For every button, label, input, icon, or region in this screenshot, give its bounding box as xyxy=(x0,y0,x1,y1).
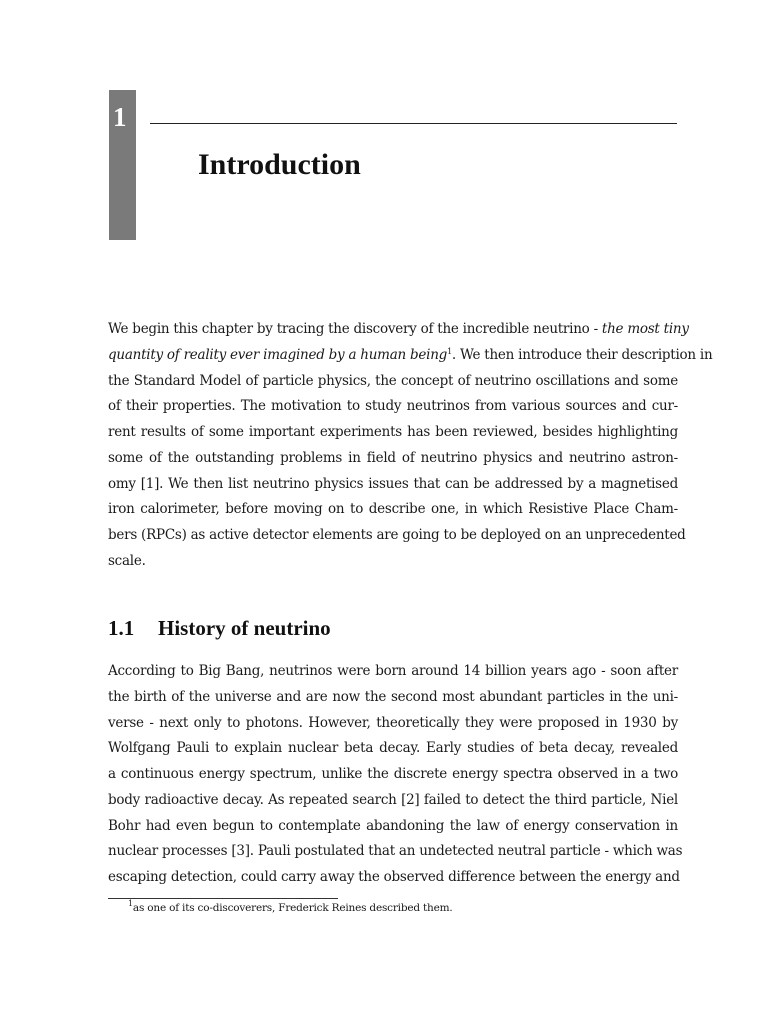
chapter-rule xyxy=(150,123,677,124)
line-text: According to Big Bang, neutrinos were born around 14 billion years ago - soon after xyxy=(108,663,678,679)
chapter-title: Introduction xyxy=(198,148,361,181)
text-line xyxy=(108,685,678,711)
text-line xyxy=(108,659,678,685)
text-line xyxy=(108,446,678,472)
line-text: the Standard Model of particle physics, the concept of neutrino oscillations and some xyxy=(108,372,678,389)
history-paragraph xyxy=(108,659,683,891)
text-line xyxy=(108,711,678,737)
text-line xyxy=(108,814,678,840)
footnote-mark: 1 xyxy=(128,899,133,908)
text-line xyxy=(108,317,689,343)
line-text: Wolfgang Pauli to explain nuclear beta decay. Early studies of beta decay, revealed xyxy=(108,740,678,757)
text-line xyxy=(108,420,678,446)
line-text: nuclear processes [3]. Pauli postulated that an undetected neutral particle - which was xyxy=(108,843,683,860)
line-text: We begin this chapter by tracing the discovery of the incredible neutrino - xyxy=(108,321,602,337)
text-line xyxy=(108,762,678,788)
line-text: the birth of the universe and are now the second most abundant particles in the uni- xyxy=(108,688,678,705)
text-line xyxy=(108,523,686,549)
section-title: History of neutrino xyxy=(158,616,331,640)
line-text: body radioactive decay. As repeated search [2] failed to detect the third particle, Niel xyxy=(108,791,678,808)
line-text: some of the outstanding problems in field of neutrino physics and neutrino astron- xyxy=(108,449,678,466)
text-line xyxy=(108,497,678,523)
text-line xyxy=(108,736,678,762)
quote-text: quantity of reality ever imagined by a human being xyxy=(108,346,448,363)
footnote-text: as one of its co-discoverers, Frederick Reines described them. xyxy=(132,902,453,914)
text-line xyxy=(108,472,678,498)
text-line xyxy=(108,788,678,814)
line-text: escaping detection, could carry away the observed difference between the energy and xyxy=(108,869,680,885)
line-text: a continuous energy spectrum, unlike the discrete energy spectra observed in a two xyxy=(108,766,678,782)
line-text: bers (RPCs) as active detector elements are going to be deployed on an unprecedented xyxy=(108,527,686,543)
line-text: omy [1]. We then list neutrino physics issues that can be addressed by a magnetised xyxy=(108,475,678,492)
intro-paragraph xyxy=(108,317,713,575)
footnote xyxy=(128,900,453,916)
line-text: of their properties. The motivation to study neutrinos from various sources and cur- xyxy=(108,398,678,415)
line-text: verse - next only to photons. However, theoretically they were proposed in 1930 by xyxy=(108,714,678,731)
chapter-number: 1 xyxy=(113,102,127,132)
text-line xyxy=(108,865,678,891)
line-text: scale. xyxy=(108,552,146,569)
text-line xyxy=(108,549,678,575)
line-text: iron calorimeter, before moving on to describe one, in which Resistive Place Cham- xyxy=(108,501,678,518)
text-line xyxy=(108,369,678,395)
quote-text: the most tiny xyxy=(601,321,689,337)
line-text: rent results of some important experiments has been reviewed, besides highlighting xyxy=(108,424,678,440)
footnote-reference: 1 xyxy=(447,346,452,356)
section-number: 1.1 xyxy=(108,616,135,640)
footnote-rule xyxy=(108,898,338,899)
text-line xyxy=(108,343,713,369)
section-heading xyxy=(108,614,331,642)
text-line xyxy=(108,839,683,865)
text-line xyxy=(108,394,678,420)
line-text: Bohr had even begun to contemplate abandoning the law of energy conservation in xyxy=(108,817,678,834)
line-text: . We then introduce their description in xyxy=(451,346,713,363)
